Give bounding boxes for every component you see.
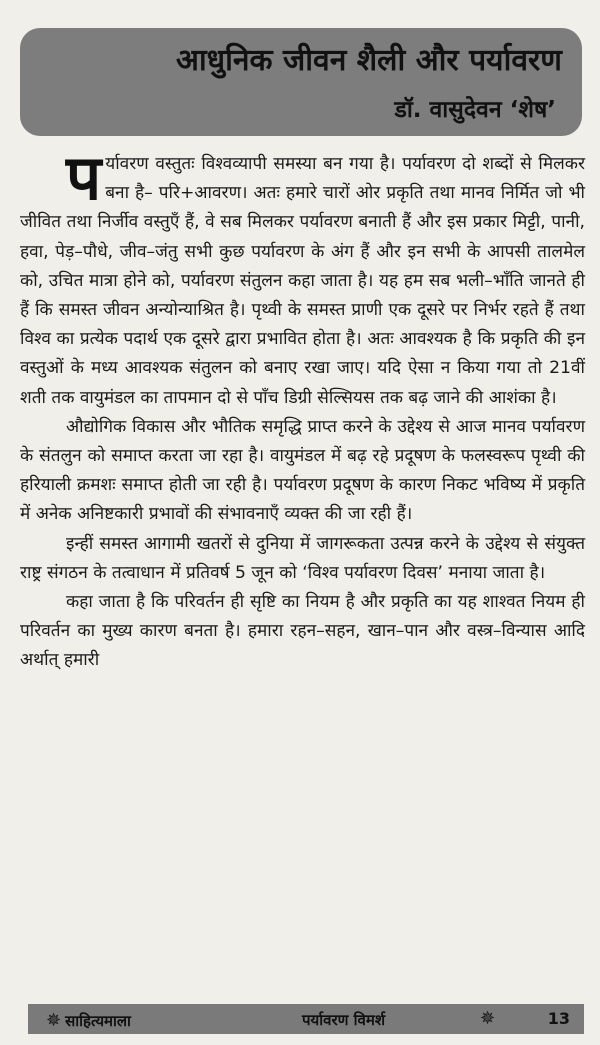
footer-left: [46, 1010, 131, 1031]
page-footer: [28, 1004, 584, 1034]
title-banner: [20, 28, 582, 136]
footer-section-title: पर्यावरण विमर्श: [302, 1011, 386, 1029]
star-icon: ✵: [46, 1010, 62, 1031]
footer-book-title: साहित्यमाला: [65, 1012, 131, 1030]
paragraph-3: इन्हीं समस्त आगामी खतरों से दुनिया में जागरूकता उत्पन्न करने के उद्देश्य से संयुक्त राष्ट्र संगठन के तत्वाधान में प्रतिवर्ष 5 जून को ‘विश्व पर्यावरण दिवस’ मनाया जाता है।: [20, 533, 585, 583]
paragraph-1: [20, 141, 585, 413]
article-body: [20, 141, 585, 676]
article-author: डॉ. वासुदेवन ‘शेष’: [394, 97, 556, 123]
paragraph-4: कहा जाता है कि परिवर्तन ही सृष्टि का नियम है और प्रकृति का यह शाश्वत नियम ही परिवर्तन का मुख्य कारण बनता है। हमारा रहन–सहन, खान–पान और वस्त्र–विन्यास आदि अर्थात् हमारी: [20, 592, 585, 671]
drop-cap: प: [66, 141, 102, 214]
paragraph-2: औद्योगिक विकास और भौतिक समृद्धि प्राप्त करने के उद्देश्य से आज मानव पर्यावरण के संतलुन को समाप्त करता जा रहा है। वायुमंडल में बढ़ रहे प्रदूषण के फलस्वरूप पृथ्वी की हरियाली क्रमशः समाप्त होती जा रही है। पर्यावरण प्रदूषण के कारण निकट भविष्य में प्रकृति में अनेक अनिष्टकारी प्रभावों की संभावनाएँ व्यक्त की जा रही हैं।: [20, 416, 585, 525]
star-icon: ✵: [480, 1008, 496, 1029]
paragraph-1-text: र्यावरण वस्तुतः विश्वव्यापी समस्या बन गया है। पर्यावरण दो शब्दों से मिलकर बना है– परि+आवरण। अतः हमारे चारों ओर प्रकृति तथा मानव निर्मित जो भी जीवित तथा निर्जीव वस्तुएँ हैं, वे सब मिलकर पर्यावरण बनाती हैं और इस प्रकार मिट्टी, पानी, हवा, पेड़–पौधे, जीव–जंतु सभी कुछ पर्यावरण के अंग हैं और इन सभी के आपसी तालमेल को, उचित मात्रा होने को, पर्यावरण संतुलन कहा जाता है। यह हम सब भली–भाँति जानते ही हैं कि समस्त जीवन अन्योन्याश्रित है। पृथ्वी के समस्त प्राणी एक दूसरे पर निर्भर रहते हैं तथा विश्व का प्रत्येक पदार्थ एक दूसरे द्वारा प्रभावित होता है। अतः आवश्यक है कि प्रकृति की इन वस्तुओं के मध्य आवश्यक संतुलन को बनाए रखा जाए। यदि ऐसा न किया गया तो 21वीं शती तक वायुमंडल का तापमान दो से पाँच डिग्री सेल्सियस तक बढ़ जाने की आशंका है।: [20, 154, 585, 408]
article-title: आधुनिक जीवन शैली और पर्यावरण: [175, 43, 562, 78]
page-number: 13: [547, 1009, 570, 1028]
